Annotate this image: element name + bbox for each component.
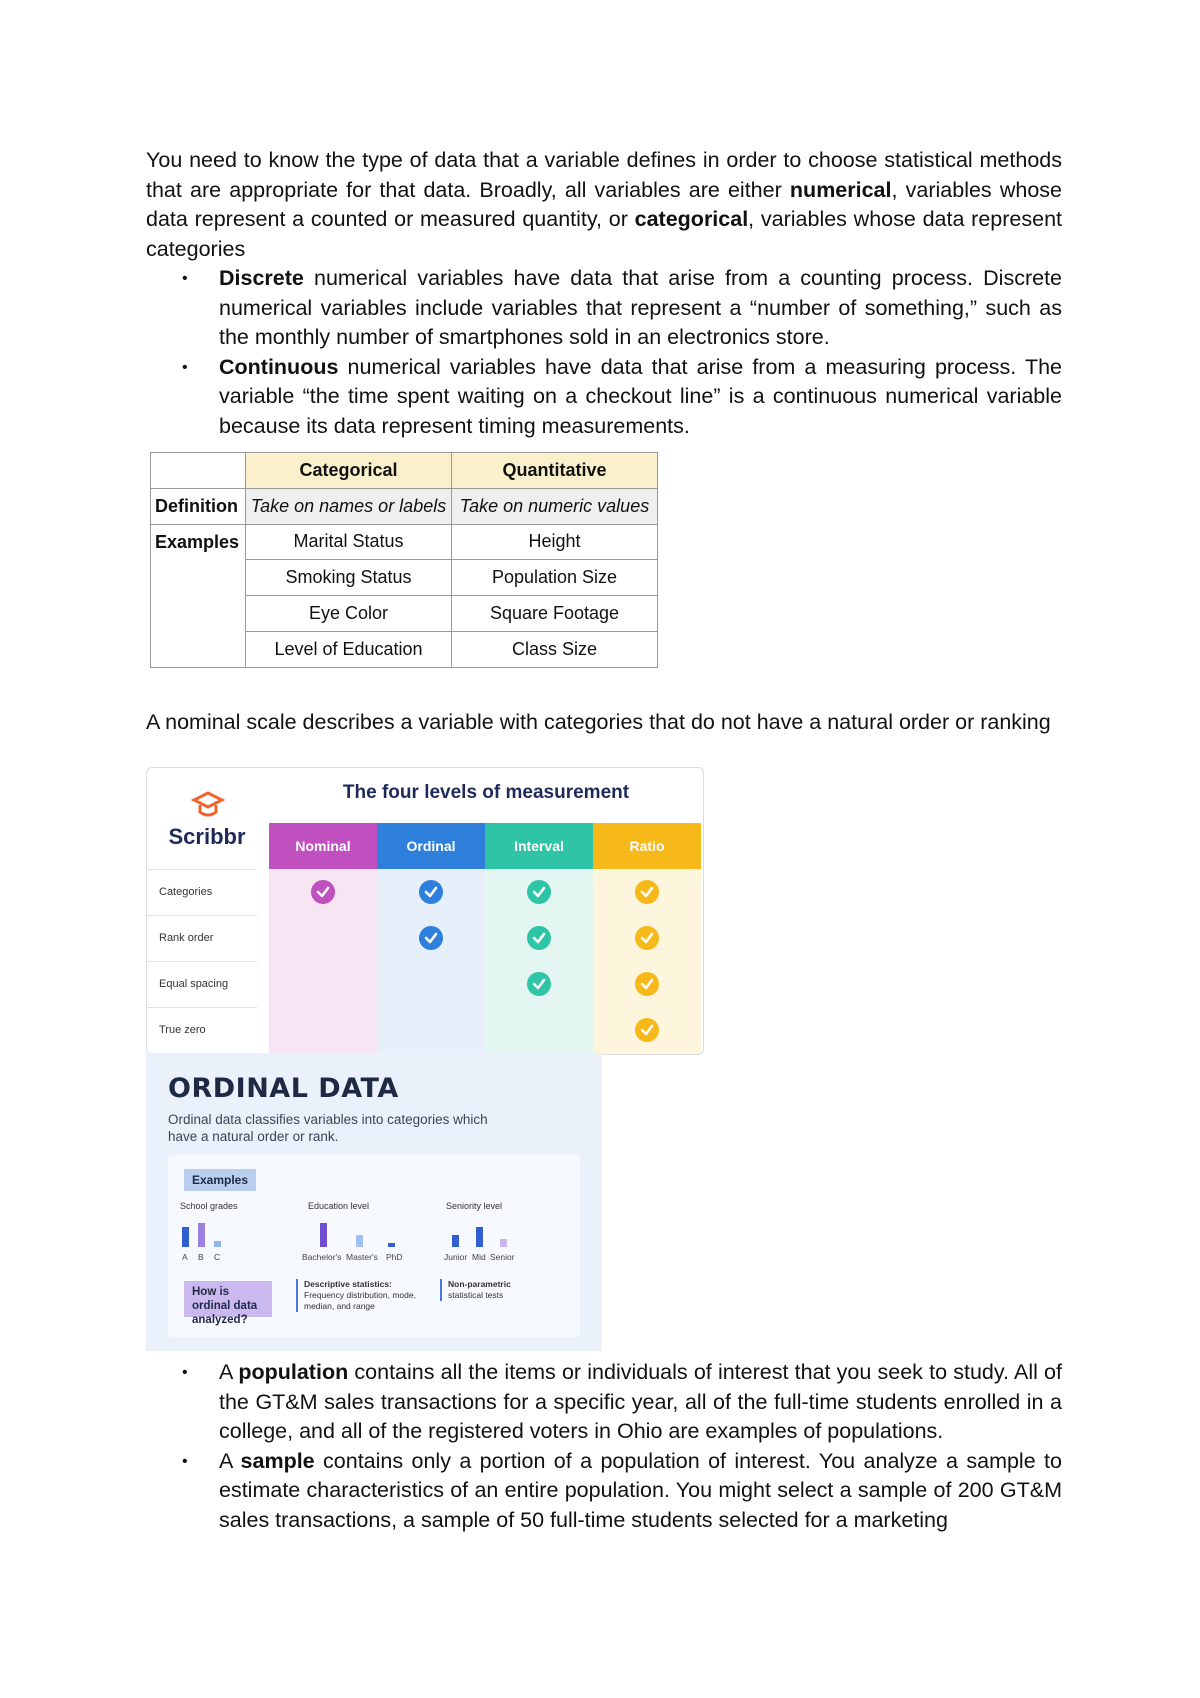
examples-badge: Examples bbox=[184, 1169, 256, 1191]
table-cell: Population Size bbox=[452, 560, 658, 596]
scribbr-logo bbox=[147, 768, 267, 868]
tick-label: PhD bbox=[386, 1252, 403, 1262]
examples-label: Examples bbox=[151, 524, 246, 560]
bar bbox=[356, 1235, 363, 1247]
tick-label: Junior bbox=[444, 1252, 468, 1262]
check-icon bbox=[419, 880, 443, 904]
term-sample: sample bbox=[240, 1448, 315, 1473]
list-item-prefix: A bbox=[219, 1360, 239, 1384]
tick-label: Mid bbox=[472, 1252, 486, 1262]
check-icon bbox=[635, 926, 659, 950]
tick-label: C bbox=[214, 1252, 221, 1262]
term-numerical: numerical bbox=[789, 177, 892, 202]
levels-of-measurement-graphic bbox=[146, 767, 704, 1055]
bar bbox=[320, 1223, 327, 1247]
check-icon bbox=[527, 926, 551, 950]
level-header: Ratio bbox=[593, 823, 701, 869]
intro-text-3: , variables whose data represent categories bbox=[146, 207, 1062, 261]
table-cell: Marital Status bbox=[246, 524, 452, 560]
list-item bbox=[146, 1358, 1062, 1447]
nominal-paragraph: A nominal scale describes a variable with categories that do not have a natural order or ranking bbox=[146, 710, 1051, 734]
ordinal-heading: ORDINAL DATA bbox=[168, 1073, 399, 1104]
tick-label: A bbox=[182, 1252, 188, 1262]
header-categorical: Categorical bbox=[246, 453, 452, 489]
intro-text-1: You need to know the type of data that a variable defines in order to choose statistical methods that are appropriate for that data. Broadly, all variables are either bbox=[146, 148, 1062, 202]
bar bbox=[198, 1223, 205, 1247]
tick-label: Master's bbox=[346, 1252, 378, 1262]
table-cell-empty bbox=[151, 631, 246, 667]
bar bbox=[476, 1227, 483, 1247]
group-label: School grades bbox=[180, 1201, 238, 1211]
term-discrete: Discrete bbox=[219, 266, 304, 290]
population-sample-list bbox=[146, 1358, 1062, 1536]
table-cell: Eye Color bbox=[246, 596, 452, 632]
property-label: Rank order bbox=[147, 915, 257, 960]
level-header: Nominal bbox=[269, 823, 377, 869]
group-label: Education level bbox=[308, 1201, 370, 1211]
list-item-prefix: A bbox=[219, 1448, 241, 1473]
table-cell: Smoking Status bbox=[246, 560, 452, 596]
header-quantitative: Quantitative bbox=[452, 453, 658, 489]
bullet-icon: • bbox=[182, 270, 188, 287]
bar bbox=[182, 1227, 189, 1247]
examples-panel bbox=[168, 1155, 580, 1337]
table-corner bbox=[151, 453, 246, 489]
check-icon bbox=[635, 972, 659, 996]
intro-paragraph bbox=[146, 146, 1062, 264]
levels-title: The four levels of measurement bbox=[342, 782, 630, 803]
bar bbox=[452, 1235, 459, 1247]
table-cell-empty bbox=[151, 596, 246, 632]
definition-categorical: Take on names or labels bbox=[246, 488, 452, 524]
list-item-text: numerical variables have data that arise from a counting process. Discrete numerical variables include variables that represent a “number of something,” such as the monthly number of smartphones sold in an electronics store. bbox=[219, 266, 1062, 350]
definition-quantitative: Take on numeric values bbox=[452, 488, 658, 524]
tick-label: Senior bbox=[490, 1252, 515, 1262]
term-continuous: Continuous bbox=[219, 354, 339, 379]
brand-name: Scribbr bbox=[168, 824, 246, 849]
check-icon bbox=[527, 880, 551, 904]
non-parametric-note bbox=[440, 1279, 538, 1301]
property-label: Categories bbox=[147, 869, 257, 914]
check-icon bbox=[311, 880, 335, 904]
property-label: Equal spacing bbox=[147, 961, 257, 1006]
term-population: population bbox=[238, 1360, 349, 1384]
check-icon bbox=[419, 926, 443, 950]
check-icon bbox=[527, 972, 551, 996]
table-row bbox=[151, 524, 658, 560]
list-item-text: contains all the items or individuals of interest that you seek to study. All of the GT&M sales transactions for a specific year, all of the full-time students enrolled in a college, and all of the registered voters in Ohio are examples of populations. bbox=[219, 1360, 1062, 1444]
term-categorical: categorical bbox=[634, 207, 749, 232]
graduation-cap-icon bbox=[191, 790, 225, 820]
note-text: Frequency distribution, mode, median, and range bbox=[304, 1290, 416, 1311]
table-row bbox=[151, 631, 658, 667]
note-text: statistical tests bbox=[448, 1290, 504, 1300]
list-item bbox=[146, 264, 1062, 353]
tick-label: B bbox=[198, 1252, 204, 1262]
note-title: Descriptive statistics: bbox=[304, 1279, 392, 1289]
ordinal-data-graphic bbox=[146, 1053, 602, 1351]
list-item-text: numerical variables have data that arise from a measuring process. The variable “the time spent waiting on a checkout line” is a continuous numerical variable because its data represent timing measurements. bbox=[219, 354, 1062, 438]
table-cell: Class Size bbox=[452, 631, 658, 667]
note-title: Non-parametric bbox=[448, 1279, 511, 1289]
check-icon bbox=[635, 880, 659, 904]
bar bbox=[388, 1243, 395, 1247]
level-header: Interval bbox=[485, 823, 593, 869]
check-icon bbox=[635, 1018, 659, 1042]
table-row bbox=[151, 596, 658, 632]
level-header: Ordinal bbox=[377, 823, 485, 869]
bar bbox=[500, 1239, 507, 1247]
ordinal-subtitle: Ordinal data classifies variables into categories which have a natural order or rank. bbox=[168, 1112, 488, 1144]
list-item-text: contains only a portion of a population of interest. You analyze a sample to estimate characteristics of an entire population. You might select a sample of 200 GT&M sales transactions, a sample of 50 full-time students selected for a marketing bbox=[219, 1448, 1062, 1532]
numerical-types-list bbox=[146, 264, 1062, 442]
intro-text-2: , variables whose data represent a counted or measured quantity, or bbox=[146, 177, 1062, 232]
table-cell-empty bbox=[151, 560, 246, 596]
table-cell: Height bbox=[452, 524, 658, 560]
bullet-icon: • bbox=[182, 1452, 188, 1470]
list-item bbox=[146, 353, 1062, 442]
definition-label: Definition bbox=[151, 488, 246, 524]
variable-types-table bbox=[150, 452, 658, 668]
bullet-icon: • bbox=[182, 358, 188, 376]
list-item bbox=[146, 1447, 1062, 1536]
tick-label: Bachelor's bbox=[302, 1252, 342, 1262]
table-cell: Square Footage bbox=[452, 596, 658, 632]
property-label: True zero bbox=[147, 1007, 257, 1052]
descriptive-statistics-note bbox=[296, 1279, 424, 1312]
table-row bbox=[151, 560, 658, 596]
analysis-question: How is ordinal data analyzed? bbox=[184, 1281, 272, 1317]
bullet-icon: • bbox=[182, 1364, 188, 1381]
bar bbox=[214, 1241, 221, 1247]
table-cell: Level of Education bbox=[246, 631, 452, 667]
group-label: Seniority level bbox=[446, 1201, 503, 1211]
level-column-nominal bbox=[269, 823, 377, 1054]
